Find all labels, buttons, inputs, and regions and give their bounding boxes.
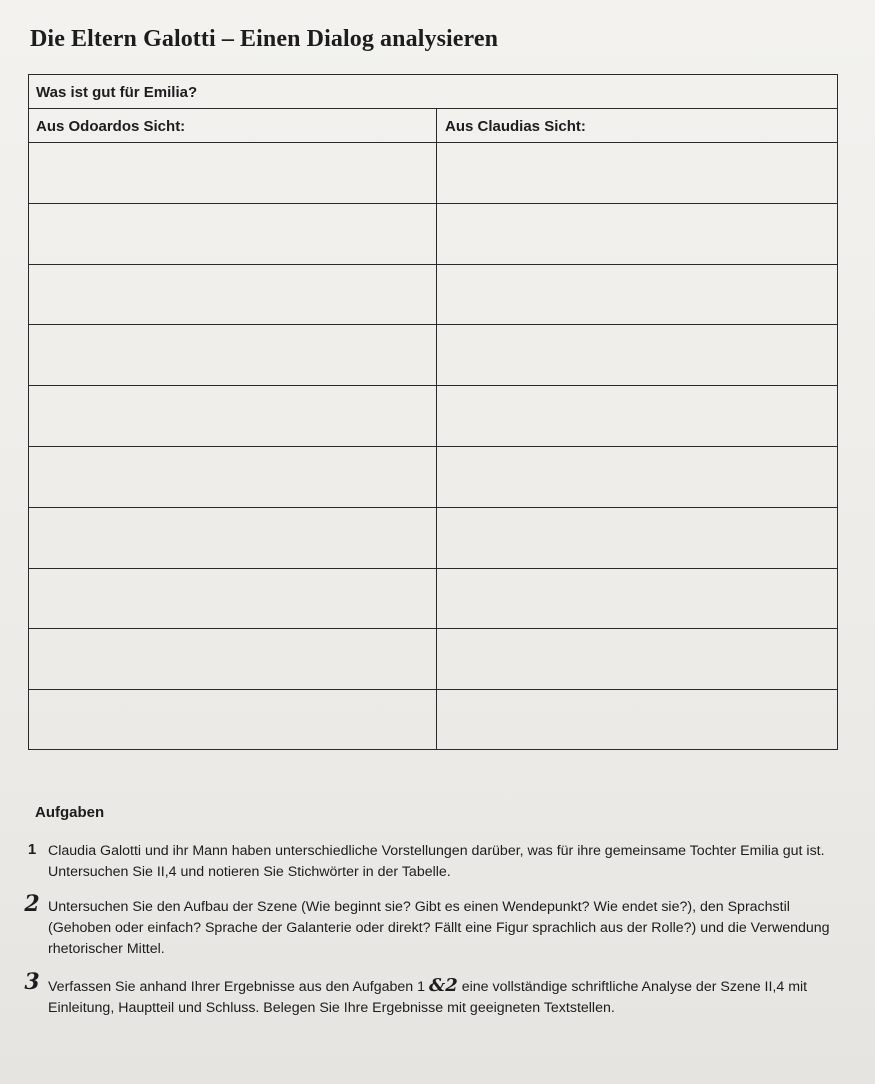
task-number-handwritten: 2: [24, 891, 40, 917]
claudia-cell[interactable]: [438, 690, 837, 751]
table-question-row: [29, 75, 837, 109]
task-text-part: Verfassen Sie anhand Ihrer Ergebnisse aus den Aufgaben 1: [48, 979, 429, 995]
table-row: [29, 629, 837, 690]
tasks-heading: Aufgaben: [35, 804, 105, 821]
page-title: Die Eltern Galotti – Einen Dialog analysieren: [30, 26, 499, 52]
table-row: [29, 447, 837, 508]
task-number: 1: [27, 841, 37, 858]
table-question: Was ist gut für Emilia?: [36, 84, 198, 101]
odoardo-cell[interactable]: [29, 143, 436, 203]
table-row: [29, 569, 837, 630]
table-row: [29, 143, 837, 204]
handwritten-insert: &2: [428, 975, 458, 996]
column-header-claudia: Aus Claudias Sicht:: [445, 118, 586, 135]
claudia-cell[interactable]: [438, 386, 837, 446]
claudia-cell[interactable]: [438, 265, 837, 325]
claudia-cell[interactable]: [438, 629, 837, 689]
task-text: Claudia Galotti und ihr Mann haben unterschiedliche Vorstellungen darüber, was für ihre gemeinsame Tochter Emilia gut ist. Untersuchen Sie II,4 und notieren Sie Stichwörter in der Tabelle.: [48, 843, 825, 880]
column-header-odoardo: Aus Odoardos Sicht:: [36, 118, 186, 135]
table-row: [29, 325, 837, 386]
table-row: [29, 690, 837, 751]
odoardo-cell[interactable]: [29, 447, 436, 507]
claudia-cell[interactable]: [438, 508, 837, 568]
odoardo-cell[interactable]: [29, 386, 436, 446]
table-header-row: [29, 109, 837, 143]
odoardo-cell[interactable]: [29, 204, 436, 264]
claudia-cell[interactable]: [438, 447, 837, 507]
claudia-cell[interactable]: [438, 204, 837, 264]
odoardo-cell[interactable]: [29, 265, 436, 325]
table-row: [29, 265, 837, 326]
claudia-cell[interactable]: [438, 569, 837, 629]
comparison-table: [28, 74, 838, 750]
table-body: [29, 143, 837, 749]
odoardo-cell[interactable]: [29, 325, 436, 385]
odoardo-cell[interactable]: [29, 508, 436, 568]
task-number-handwritten: 3: [24, 969, 40, 995]
odoardo-cell[interactable]: [29, 629, 436, 689]
task-text-part: eine vollständige schriftliche Analyse der Szene II,4 mit Einleitung, Hauptteil und Schluss. Belegen Sie Ihre Ergebnisse mit geeigneten Textstellen.: [48, 979, 808, 1016]
table-row: [29, 508, 837, 569]
claudia-cell[interactable]: [438, 143, 837, 203]
claudia-cell[interactable]: [438, 325, 837, 385]
table-row: [29, 204, 837, 265]
odoardo-cell[interactable]: [29, 569, 436, 629]
task-text: [48, 975, 838, 1019]
table-row: [29, 386, 837, 447]
odoardo-cell[interactable]: [29, 690, 436, 751]
task-text: Untersuchen Sie den Aufbau der Szene (Wie beginnt sie? Gibt es einen Wendepunkt? Wie endet sie?), den Sprachstil (Gehoben oder einfach? Sprache der Galanterie oder direkt? Fällt eine Figur sprachlich aus der Rolle?) und die Verwendung rhetorischer Mittel.: [48, 899, 830, 957]
